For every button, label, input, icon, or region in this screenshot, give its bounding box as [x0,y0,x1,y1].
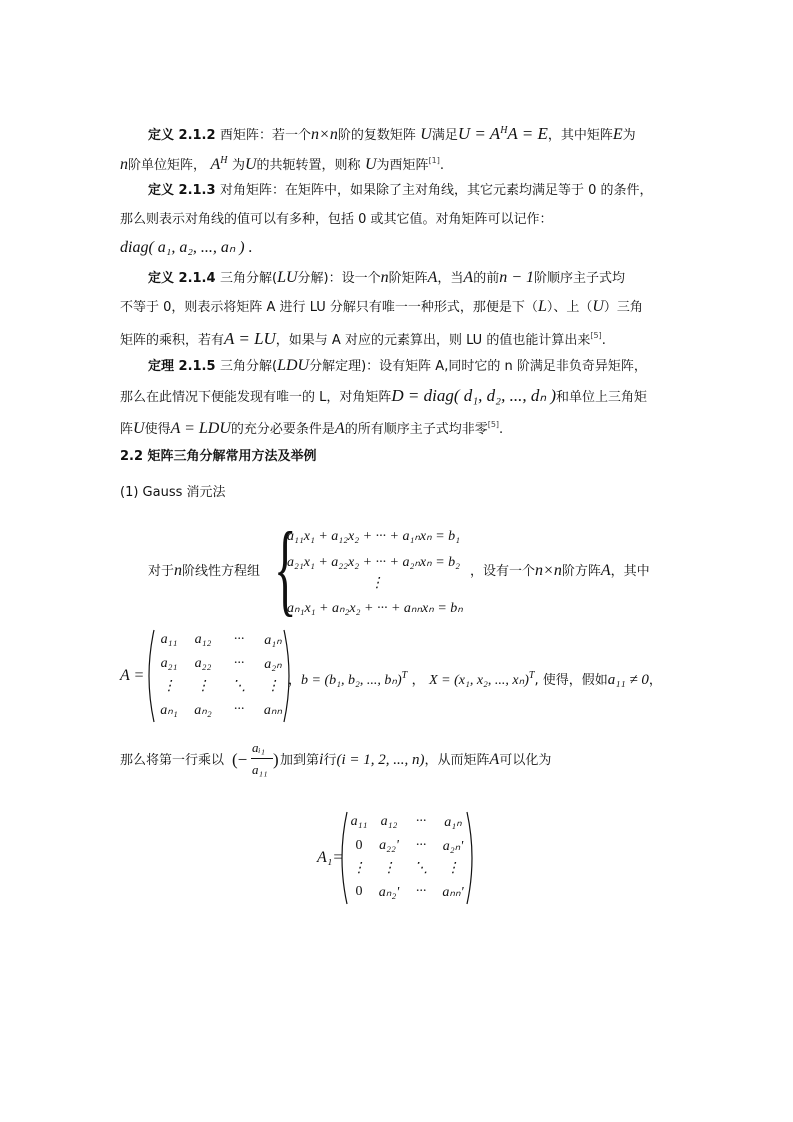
matrix-a-label: A = [120,667,145,684]
matrix-cell: ··· [415,814,427,829]
matrix-cell: 0 [355,884,363,899]
matrix-cell: ⋮ [196,679,210,694]
system-tail: ，设有一个n×n阶方阵A，其中 [470,562,650,579]
def-2-1-3-formula: diag( a₁, a₂, ..., aₙ ) . [120,239,253,256]
fraction-numerator: aᵢ₁ [252,740,266,755]
matrix-cell: a₁₁ [160,632,178,647]
fraction-denominator: a₁₁ [252,762,268,777]
fraction-bar [251,758,273,759]
matrix-cell: 0 [355,838,363,853]
system-row: ⋮ [370,576,384,591]
thm-2-1-5-heading: 定理 2.1.5 [148,359,216,374]
matrix-a1-label: A₁= [317,849,344,866]
matrix-cell: ⋮ [266,679,280,694]
vector-defs: ，b = (b₁, b₂, ..., bₙ)$^T$ ， X = (x₁, x₂, ..., xₙ)$^T$, 使得，假如a₁₁ ≠ 0， [288,670,662,688]
def-2-1-4-line1: 定义 2.1.4 三角分解(LU分解)：设一个n阶矩阵A，当A的前n − 1阶顺序主子式均 [148,269,626,286]
matrix-cell: ··· [233,702,245,717]
def-2-1-2-line2: n阶单位矩阵， $A^H$ 为U的共轭转置，则称 U为酉矩阵[1]. [120,155,445,173]
def-2-1-3-line2: 那么则表示对角线的值可以有多种，包括 0 或其它值。对角矩阵可以记作： [120,212,553,227]
matrix-cell: aₙ₁ [160,703,178,718]
citation-ref: [1] [428,156,440,165]
matrix-cell: a₂₂' [379,838,399,853]
matrix-cell: a₁₁ [350,814,368,829]
matrix-cell: aₙₙ [263,703,283,718]
matrix-cell: a₁₂ [380,814,398,829]
thm-2-1-5-line3: 阵U使得A = LDU的充分必要条件是A的所有顺序主子式均非零[5]. [120,420,504,437]
matrix-cell: ⋮ [446,861,460,876]
def-2-1-4-line3: 矩阵的乘积，若有A = LU，如果与 A 对应的元素算出，则 LU 的值也能计算出来[5]. [120,329,606,348]
fraction-open: (− [232,750,248,769]
def-2-1-2-heading: 定义 2.1.2 [148,128,216,143]
citation-ref: [5] [590,331,602,340]
fraction-close: ) [273,750,279,769]
def-2-1-4-heading: 定义 2.1.4 [148,271,216,286]
citation-ref: [5] [487,420,500,429]
elimination-step: 那么将第一行乘以 [120,753,225,768]
matrix-cell: ··· [415,838,427,853]
system-row: a₁₁x₁ + a₁₂x₂ + ··· + a₁ₙxₙ = b₁ [287,529,461,544]
def-2-1-3-line1: 定义 2.1.3 对角矩阵：在矩阵中，如果除了主对角线，其它元素均满足等于 0 的条件， [148,183,653,198]
system-row: aₙ₁x₁ + aₙ₂x₂ + ··· + aₙₙxₙ = bₙ [287,601,463,616]
system-lead: 对于n阶线性方程组 [148,562,261,579]
def-2-1-4-line2: 不等于 0，则表示将矩阵 A 进行 LU 分解只有唯一一种形式，那便是下（L）、上（U）三角 [120,298,643,315]
matrix-cell: a₂₂ [194,656,212,671]
def-2-1-3-heading: 定义 2.1.3 [148,183,216,198]
matrix-cell: ⋮ [352,861,366,876]
system-row: a₂₁x₁ + a₂₂x₂ + ··· + a₂ₙxₙ = b₂ [287,555,461,570]
matrix-cell: aₙₙ' [442,885,464,900]
matrix-cell: ⋱ [232,679,246,694]
system-brace: { [274,511,297,626]
matrix-cell: ⋱ [414,861,428,876]
matrix-cell: aₙ₂ [194,703,212,718]
matrix-cell: a₁ₙ [444,815,462,830]
matrix-cell: ⋮ [162,679,176,694]
matrix-cell: a₁ₙ [264,633,282,648]
matrix-cell: ··· [233,632,245,647]
gauss-title: (1) Gauss 消元法 [120,485,226,500]
matrix-cell: a₂ₙ' [442,839,464,854]
matrix-cell: a₂ₙ [264,657,282,672]
matrix-cell: a₁₂ [194,632,212,647]
def-2-1-2-line1: 定义 2.1.2 酉矩阵：若一个n×n阶的复数矩阵 U满足$U = A^HA = E$，其中矩阵E为 [148,124,636,143]
thm-2-1-5-line2: 那么在此情况下便能发现有唯一的 L，对角矩阵D = diag( d₁, d₂, ..., dₙ )和单位上三角矩 [120,386,648,405]
thm-2-1-5-line1: 定理 2.1.5 三角分解(LDU分解定理)：设有矩阵 A,同时它的 n 阶满足非负奇异矩阵， [148,357,647,374]
section-heading: 2.2 矩阵三角分解常用方法及举例 [120,449,317,464]
matrix-cell: ··· [415,884,427,899]
matrix-cell: a₂₁ [160,656,178,671]
matrix-cell: aₙ₂' [378,885,400,900]
matrix-cell: ··· [233,656,245,671]
elimination-step-rest: 加到第i行(i = 1, 2, ..., n)，从而矩阵A可以化为 [280,751,552,768]
matrix-cell: ⋮ [382,861,396,876]
